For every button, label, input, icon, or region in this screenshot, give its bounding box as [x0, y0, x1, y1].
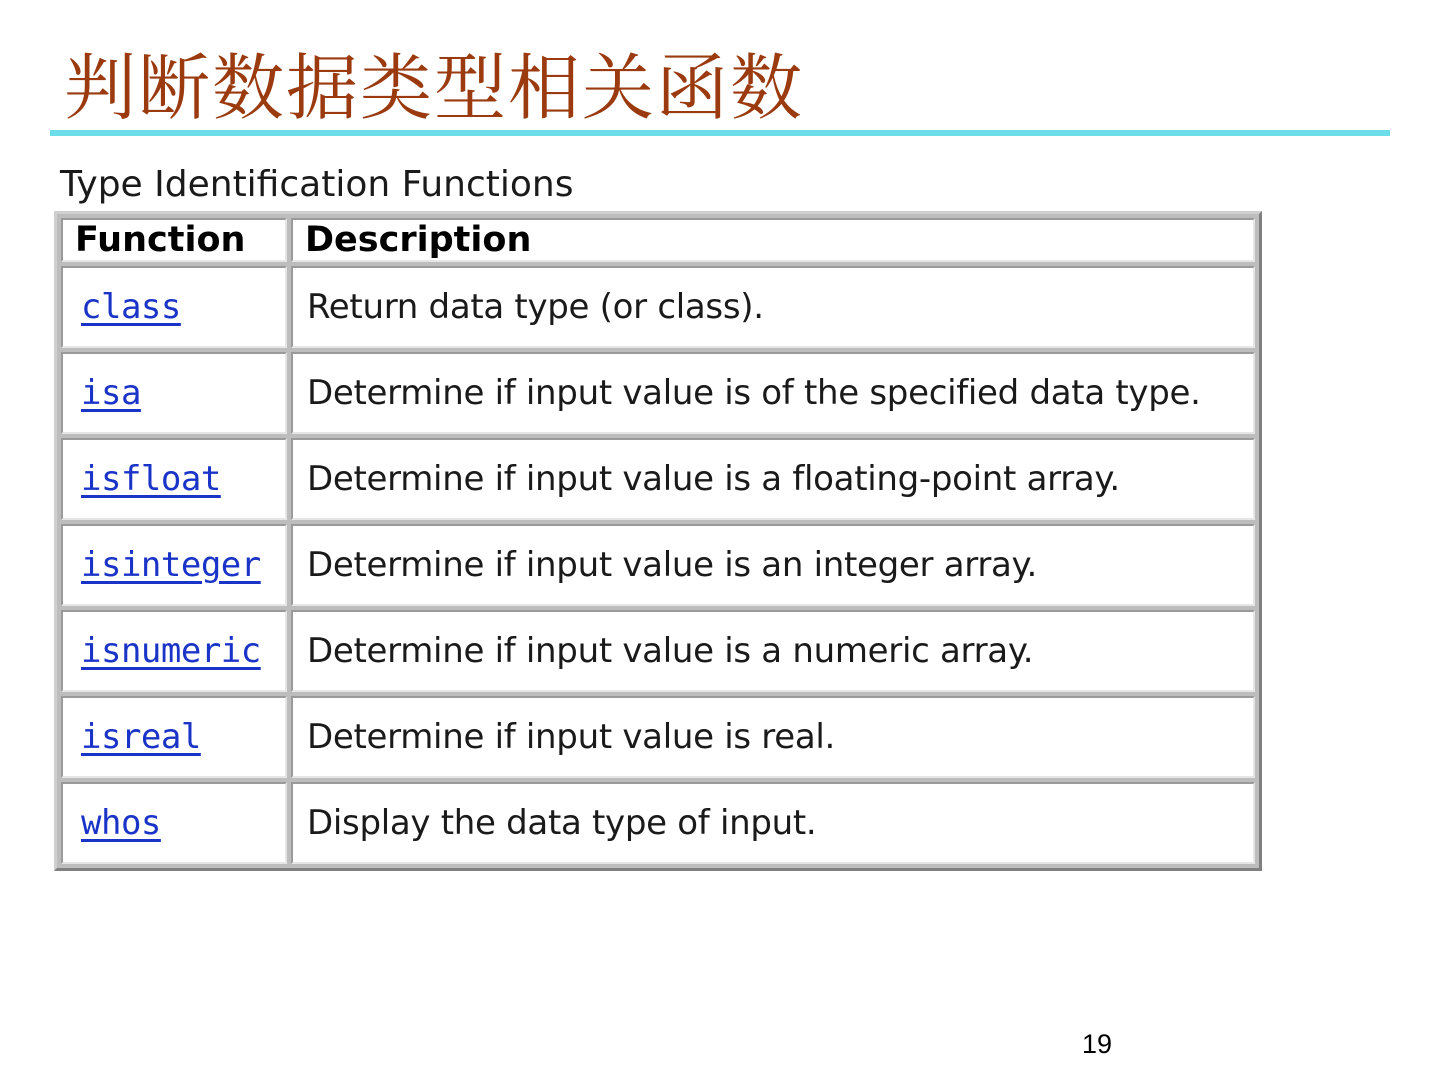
function-cell: [61, 696, 287, 778]
function-cell: [61, 524, 287, 606]
table-row: [61, 696, 1255, 778]
table-row: [61, 782, 1255, 864]
function-link-isreal[interactable]: isreal: [81, 717, 201, 757]
title-divider: [50, 130, 1390, 136]
function-link-isfloat[interactable]: isfloat: [81, 459, 221, 499]
description-cell: Determine if input value is an integer array.: [291, 524, 1255, 606]
table-row: [61, 524, 1255, 606]
slide-title: 判断数据类型相关函数: [64, 46, 805, 130]
table-row: [61, 438, 1255, 520]
table-header-row: [61, 218, 1255, 262]
header-function: Function: [61, 218, 287, 262]
table-row: [61, 266, 1255, 348]
function-cell: [61, 352, 287, 434]
description-cell: Determine if input value is a numeric array.: [291, 610, 1255, 692]
description-cell: Return data type (or class).: [291, 266, 1255, 348]
table-row: [61, 610, 1255, 692]
table-caption: Type Identification Functions: [60, 164, 574, 205]
description-cell: Display the data type of input.: [291, 782, 1255, 864]
function-cell: [61, 782, 287, 864]
description-cell: Determine if input value is of the specified data type.: [291, 352, 1255, 434]
function-cell: [61, 610, 287, 692]
description-cell: Determine if input value is a floating-point array.: [291, 438, 1255, 520]
function-link-isnumeric[interactable]: isnumeric: [81, 631, 261, 671]
page-number: 19: [1082, 1029, 1113, 1059]
description-cell: Determine if input value is real.: [291, 696, 1255, 778]
function-link-isinteger[interactable]: isinteger: [81, 545, 261, 585]
function-cell: [61, 266, 287, 348]
header-description: Description: [291, 218, 1255, 262]
table-row: [61, 352, 1255, 434]
function-link-isa[interactable]: isa: [81, 373, 141, 413]
function-link-whos[interactable]: whos: [81, 803, 161, 843]
type-identification-table: [54, 211, 1262, 871]
function-link-class[interactable]: class: [81, 287, 181, 327]
function-cell: [61, 438, 287, 520]
